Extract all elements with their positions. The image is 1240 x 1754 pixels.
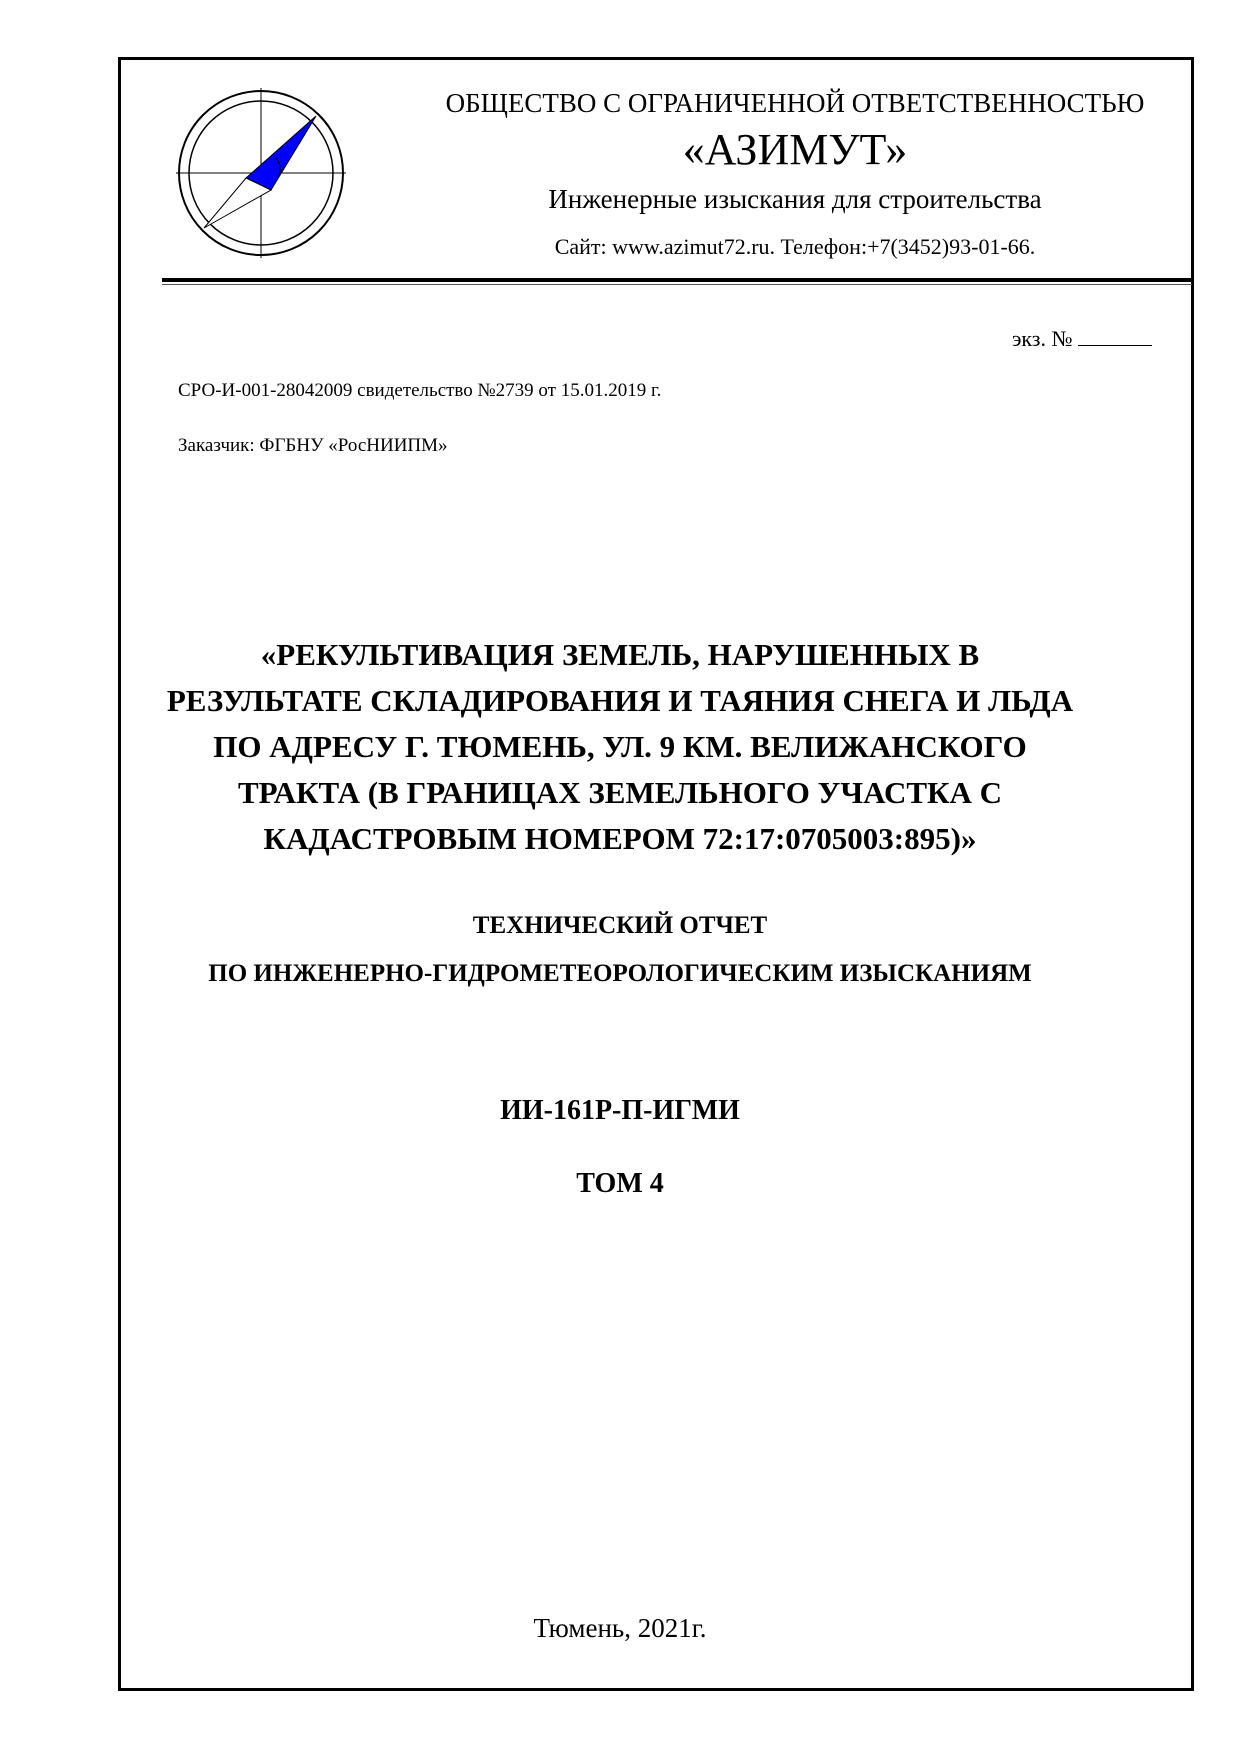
volume-number: ТОМ 4 — [576, 1168, 664, 1199]
org-tagline: Инженерные изыскания для строительства — [548, 184, 1042, 214]
page-frame — [118, 57, 1194, 1691]
title-line: РЕЗУЛЬТАТЕ СКЛАДИРОВАНИЯ И ТАЯНИЯ СНЕГА И ЛЬДА — [166, 683, 1074, 718]
title-line: «РЕКУЛЬТИВАЦИЯ ЗЕМЕЛЬ, НАРУШЕННЫХ В — [260, 637, 980, 672]
compass-icon — [176, 88, 346, 258]
copy-number-label: экз. № — [1011, 326, 1073, 351]
customer: Заказчик: ФГБНУ «РосНИИПМ» — [178, 435, 448, 456]
report-subject: ПО ИНЖЕНЕРНО-ГИДРОМЕТЕОРОЛОГИЧЕСКИМ ИЗЫСКАНИЯМ — [208, 960, 1032, 987]
header-divider-thin — [162, 284, 1192, 285]
report-type: ТЕХНИЧЕСКИЙ ОТЧЕТ — [472, 912, 768, 939]
header-divider — [162, 278, 1192, 282]
org-contacts: Сайт: www.azimut72.ru. Телефон:+7(3452)93-01-66. — [554, 234, 1036, 259]
copy-number-blank — [1078, 325, 1152, 346]
title-line: ПО АДРЕСУ Г. ТЮМЕНЬ, УЛ. 9 КМ. ВЕЛИЖАНСКОГО — [213, 729, 1027, 764]
sro-certificate: СРО-И-001-28042009 свидетельство №2739 от 15.01.2019 г. — [178, 380, 662, 401]
org-name: «АЗИМУТ» — [682, 125, 908, 174]
place-year: Тюмень, 2021г. — [533, 1613, 707, 1643]
document-code: ИИ-161Р-П-ИГМИ — [500, 1095, 740, 1126]
copy-number — [1012, 325, 1152, 352]
project-title — [140, 632, 1100, 862]
org-type: ОБЩЕСТВО С ОГРАНИЧЕННОЙ ОТВЕТСТВЕННОСТЬЮ — [445, 88, 1145, 118]
title-line: ТРАКТА (В ГРАНИЦАХ ЗЕМЕЛЬНОГО УЧАСТКА С — [237, 775, 1003, 810]
title-line: КАДАСТРОВЫМ НОМЕРОМ 72:17:0705003:895)» — [263, 821, 977, 856]
